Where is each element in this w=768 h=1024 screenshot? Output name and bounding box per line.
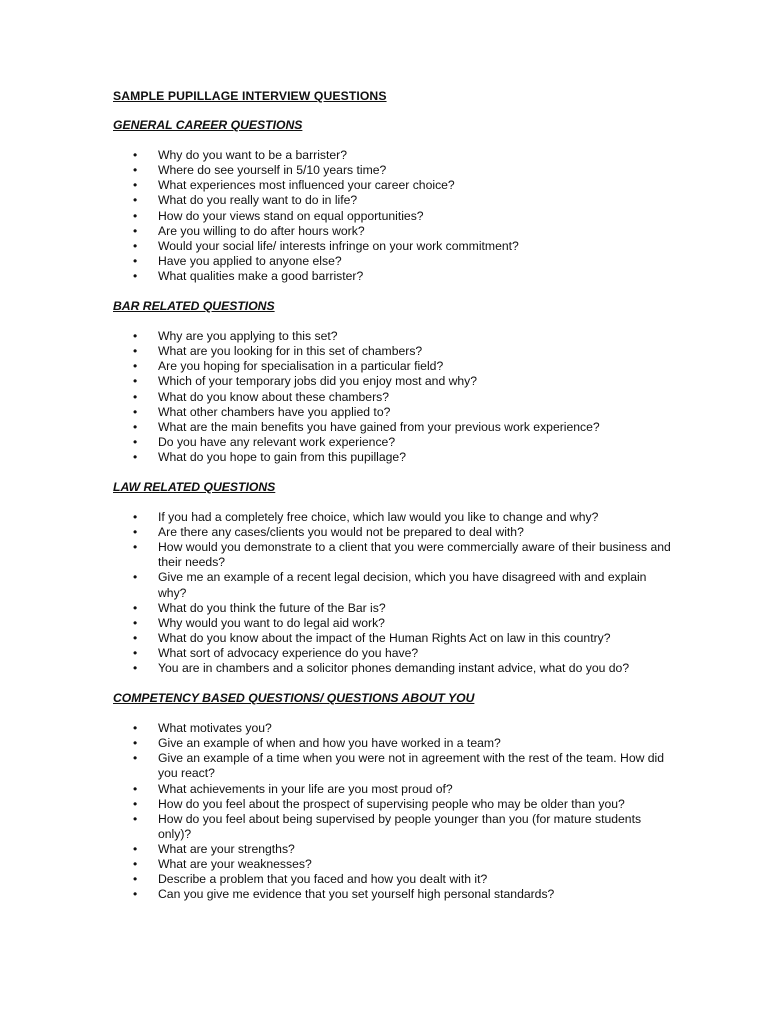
bullet-icon: •: [133, 841, 138, 856]
question-item: [113, 163, 673, 178]
document-page: [113, 89, 673, 917]
question-text: Why do you want to be a barrister?: [158, 148, 348, 163]
bullet-icon: •: [133, 796, 138, 811]
question-text: Describe a problem that you faced and how you dealt with it?: [158, 872, 488, 887]
question-list: [113, 721, 673, 902]
question-text: What do you hope to gain from this pupillage?: [158, 449, 406, 464]
bullet-icon: •: [133, 540, 138, 555]
question-item: [113, 435, 673, 450]
bullet-icon: •: [133, 148, 138, 163]
question-item: [113, 224, 673, 239]
question-text: What are your strengths?: [158, 841, 295, 856]
question-item: [113, 887, 673, 902]
question-item: [113, 570, 673, 600]
question-item: [113, 797, 673, 812]
question-text: What do you know about the impact of the Human Rights Act on law in this country?: [158, 630, 611, 645]
question-text: What experiences most influenced your career choice?: [158, 178, 455, 193]
bullet-icon: •: [133, 404, 138, 419]
bullet-icon: •: [133, 193, 138, 208]
question-text: If you had a completely free choice, which law would you like to change and why?: [158, 510, 599, 525]
bullet-icon: •: [133, 449, 138, 464]
bullet-icon: •: [133, 163, 138, 178]
question-text: Give me an example of a recent legal decision, which you have disagreed with and explain why?: [158, 570, 647, 600]
bullet-icon: •: [133, 208, 138, 223]
question-item: [113, 450, 673, 465]
question-text: Are you hoping for specialisation in a particular field?: [158, 359, 444, 374]
question-item: [113, 148, 673, 163]
bullet-icon: •: [133, 374, 138, 389]
question-item: [113, 239, 673, 254]
question-text: What do you know about these chambers?: [158, 389, 390, 404]
bullet-icon: •: [133, 329, 138, 344]
question-text: Give an example of a time when you were not in agreement with the rest of the team. How did you react?: [158, 751, 665, 781]
question-item: [113, 872, 673, 887]
section-heading: GENERAL CAREER QUESTIONS: [113, 118, 303, 133]
question-item: [113, 344, 673, 359]
bullet-icon: •: [133, 857, 138, 872]
question-text: What are your weaknesses?: [158, 857, 312, 872]
question-item: [113, 420, 673, 435]
bullet-icon: •: [133, 525, 138, 540]
question-text: What achievements in your life are you most proud of?: [158, 781, 453, 796]
bullet-icon: •: [133, 510, 138, 525]
question-text: Are you willing to do after hours work?: [158, 223, 365, 238]
question-text: What qualities make a good barrister?: [158, 268, 364, 283]
question-item: [113, 374, 673, 389]
bullet-icon: •: [133, 223, 138, 238]
question-item: [113, 661, 673, 676]
page-title: SAMPLE PUPILLAGE INTERVIEW QUESTIONS: [113, 89, 387, 103]
question-text: Can you give me evidence that you set yourself high personal standards?: [158, 887, 555, 902]
question-item: [113, 857, 673, 872]
question-item: [113, 269, 673, 284]
bullet-icon: •: [133, 751, 138, 766]
bullet-icon: •: [133, 887, 138, 902]
question-item: [113, 525, 673, 540]
question-item: [113, 842, 673, 857]
question-text: Give an example of when and how you have worked in a team?: [158, 736, 501, 751]
bullet-icon: •: [133, 344, 138, 359]
question-text: Have you applied to anyone else?: [158, 253, 342, 268]
question-item: [113, 736, 673, 751]
question-item: [113, 631, 673, 646]
question-item: [113, 751, 673, 781]
question-text: How do your views stand on equal opportunities?: [158, 208, 424, 223]
question-item: [113, 254, 673, 269]
bullet-icon: •: [133, 645, 138, 660]
question-text: Where do see yourself in 5/10 years time?: [158, 163, 387, 178]
bullet-icon: •: [133, 238, 138, 253]
bullet-icon: •: [133, 872, 138, 887]
section-heading: COMPETENCY BASED QUESTIONS/ QUESTIONS ABOUT YOU: [113, 691, 475, 706]
bullet-icon: •: [133, 570, 138, 585]
bullet-icon: •: [133, 615, 138, 630]
section-heading: LAW RELATED QUESTIONS: [113, 479, 276, 494]
question-list: [113, 510, 673, 676]
sections-container: [113, 118, 673, 902]
question-item: [113, 510, 673, 525]
question-item: [113, 178, 673, 193]
question-list: [113, 329, 673, 465]
question-text: Would your social life/ interests infringe on your work commitment?: [158, 238, 519, 253]
question-list: [113, 148, 673, 284]
question-text: How do you feel about the prospect of supervising people who may be older than you?: [158, 796, 625, 811]
bullet-icon: •: [133, 661, 138, 675]
question-text: What motivates you?: [158, 721, 272, 736]
question-text: How would you demonstrate to a client that you were commercially aware of their business and their needs?: [158, 540, 671, 570]
bullet-icon: •: [133, 253, 138, 268]
question-item: [113, 601, 673, 616]
question-text: What are the main benefits you have gained from your previous work experience?: [158, 419, 600, 434]
bullet-icon: •: [133, 178, 138, 193]
question-text: What other chambers have you applied to?: [158, 404, 391, 419]
question-text: Which of your temporary jobs did you enjoy most and why?: [158, 374, 478, 389]
question-item: [113, 540, 673, 570]
bullet-icon: •: [133, 389, 138, 404]
question-text: What do you really want to do in life?: [158, 193, 358, 208]
question-item: [113, 782, 673, 797]
bullet-icon: •: [133, 419, 138, 434]
question-item: [113, 390, 673, 405]
bullet-icon: •: [133, 781, 138, 796]
question-text: How do you feel about being supervised by people younger than you (for mature students only)?: [158, 811, 642, 841]
bullet-icon: •: [133, 630, 138, 645]
question-item: [113, 329, 673, 344]
question-item: [113, 359, 673, 374]
bullet-icon: •: [133, 434, 138, 449]
bullet-icon: •: [133, 600, 138, 615]
bullet-icon: •: [133, 811, 138, 826]
question-text: You are in chambers and a solicitor phones demanding instant advice, what do you do?: [158, 661, 630, 675]
bullet-icon: •: [133, 721, 138, 736]
bullet-icon: •: [133, 736, 138, 751]
section-heading: BAR RELATED QUESTIONS: [113, 299, 275, 314]
question-text: Do you have any relevant work experience?: [158, 434, 396, 449]
question-text: Why would you want to do legal aid work?: [158, 615, 385, 630]
question-text: Why are you applying to this set?: [158, 329, 338, 344]
question-item: [113, 616, 673, 631]
question-item: [113, 405, 673, 420]
bullet-icon: •: [133, 359, 138, 374]
question-text: What do you think the future of the Bar is?: [158, 600, 386, 615]
question-text: What sort of advocacy experience do you have?: [158, 645, 419, 660]
question-text: What are you looking for in this set of chambers?: [158, 344, 423, 359]
question-item: [113, 209, 673, 224]
question-text: Are there any cases/clients you would not be prepared to deal with?: [158, 525, 524, 540]
question-item: [113, 721, 673, 736]
bullet-icon: •: [133, 268, 138, 283]
question-item: [113, 646, 673, 661]
question-item: [113, 193, 673, 208]
question-item: [113, 812, 673, 842]
